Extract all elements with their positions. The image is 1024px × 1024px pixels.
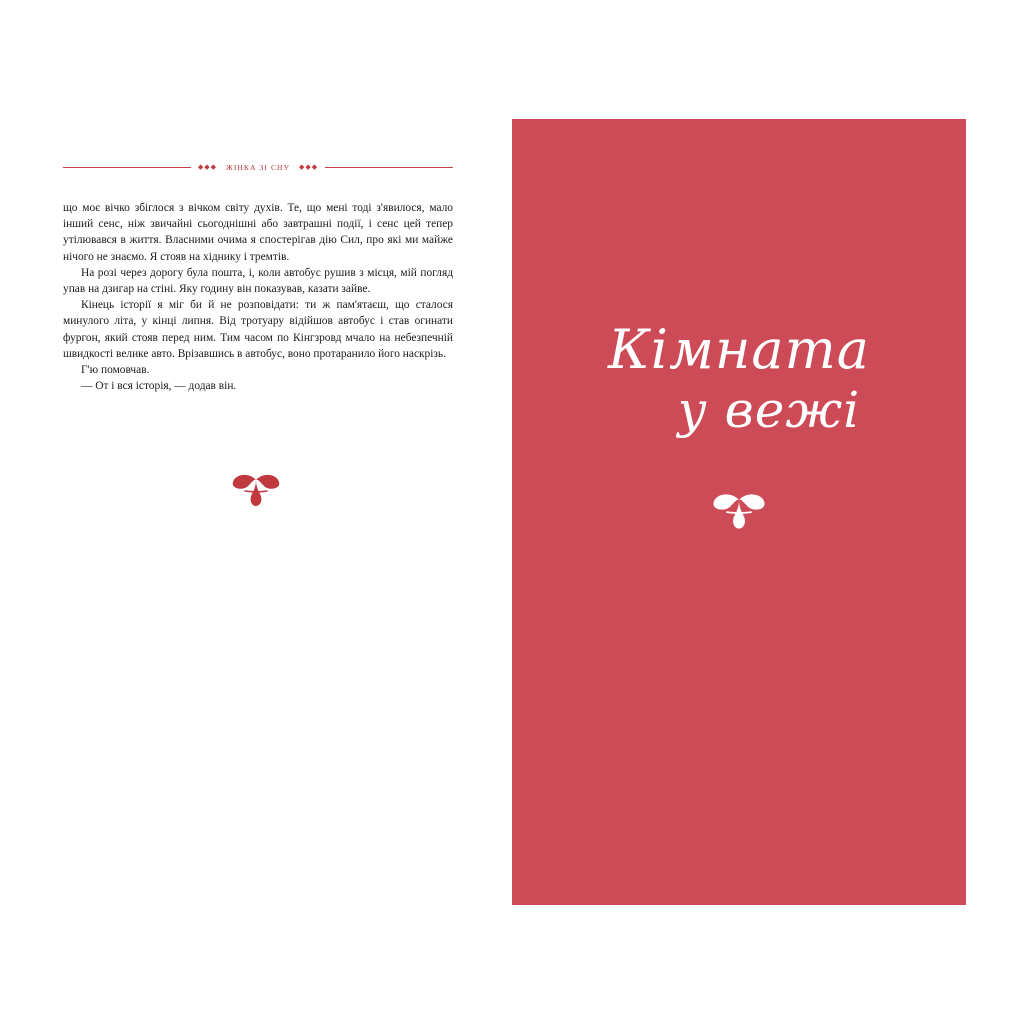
diamond-ornament-icon: ◆◆◆	[197, 162, 217, 171]
part-title-line-1: Кімната	[608, 318, 870, 381]
running-head-rule-left	[63, 167, 191, 168]
part-title-panel	[512, 119, 966, 905]
part-title-line-2: у вежі	[677, 381, 861, 439]
running-head	[63, 158, 453, 176]
flourish-ornament-icon	[0, 470, 512, 516]
running-head-rule-right	[325, 167, 453, 168]
flourish-ornament-icon	[512, 489, 966, 537]
paragraph: що моє вічко збіглося з вічком світу духів. Те, що мені тоді з'явилося, мало інший сенс, ніж звичайні сьогоднішні або завтрашні події, і сенс цей тепер утілювався в життя. Власними очима я спостерігав дію Сил, про які ми майже нічого не знаємо. Я стояв на хіднику і тремтів.	[63, 202, 453, 263]
paragraph: Кінець історії я міг би й не розповідати: ти ж пам'ятаєш, що сталося минулого літа, у кінці липня. Від тротуару відійшов автобус і став огинати фургон, який стояв перед ним. Тим часом по Кінгзровд мчало на небезпечній швидкості велике авто. Врізавшись в автобус, воно протаранило його наскрізь.	[63, 299, 453, 360]
body-text	[63, 200, 453, 394]
part-title	[512, 319, 966, 439]
diamond-ornament-icon: ◆◆◆	[299, 162, 319, 171]
running-head-title: ЖІНКА ЗІ СНУ	[226, 162, 290, 172]
paragraph: На розі через дорогу була пошта, і, коли автобус рушив з місця, мій погляд упав на дзигар на стіні. Яку годину він показував, казати зайве.	[63, 266, 453, 296]
right-page	[512, 0, 1024, 1024]
paragraph: Г'ю помовчав.	[81, 364, 150, 377]
paragraph: — От і вся історія, — додав він.	[81, 380, 237, 393]
